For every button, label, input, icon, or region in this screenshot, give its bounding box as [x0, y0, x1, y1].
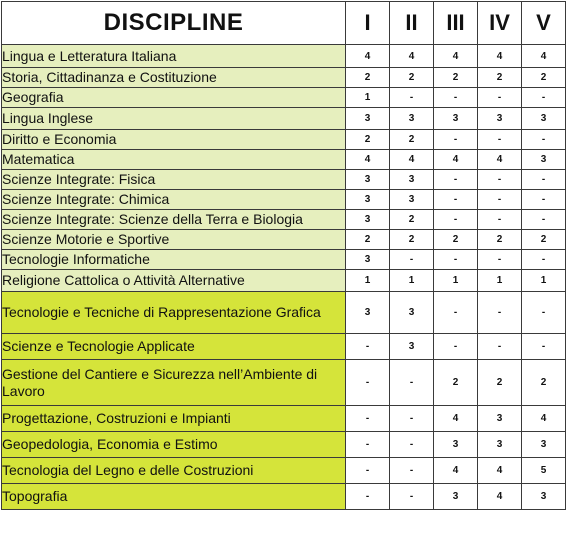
hours-year-4: - — [478, 170, 522, 190]
discipline-name: Scienze Motorie e Sportive — [2, 230, 346, 250]
hours-year-1: - — [346, 406, 390, 432]
hours-year-3: - — [434, 88, 478, 108]
discipline-name: Diritto e Economia — [2, 130, 346, 150]
discipline-name: Lingua Inglese — [2, 108, 346, 130]
hours-year-1: 3 — [346, 190, 390, 210]
table-row — [2, 250, 566, 270]
hours-year-4: - — [478, 190, 522, 210]
table-row — [2, 360, 566, 406]
table-row — [2, 270, 566, 292]
hours-year-5: 3 — [522, 432, 566, 458]
table-row — [2, 68, 566, 88]
table-row — [2, 406, 566, 432]
hours-year-2: - — [390, 458, 434, 484]
hours-year-4: 4 — [478, 150, 522, 170]
table-row — [2, 170, 566, 190]
hours-year-5: - — [522, 292, 566, 334]
hours-year-3: 2 — [434, 68, 478, 88]
hours-year-1: - — [346, 360, 390, 406]
hours-year-2: 2 — [390, 230, 434, 250]
table-body — [2, 45, 566, 510]
table-row — [2, 432, 566, 458]
hours-year-3: 2 — [434, 230, 478, 250]
hours-year-5: 3 — [522, 108, 566, 130]
discipline-name: Scienze Integrate: Fisica — [2, 170, 346, 190]
hours-year-1: 1 — [346, 270, 390, 292]
hours-year-3: - — [434, 250, 478, 270]
hours-year-2: 2 — [390, 130, 434, 150]
hours-year-2: - — [390, 360, 434, 406]
discipline-name: Lingua e Letteratura Italiana — [2, 45, 346, 68]
hours-year-4: 1 — [478, 270, 522, 292]
table-row — [2, 190, 566, 210]
hours-year-5: 2 — [522, 68, 566, 88]
year-header-5: V — [522, 2, 566, 45]
hours-year-3: - — [434, 130, 478, 150]
hours-year-5: - — [522, 130, 566, 150]
hours-year-1: 2 — [346, 130, 390, 150]
table-row — [2, 484, 566, 510]
hours-year-3: 1 — [434, 270, 478, 292]
hours-year-4: - — [478, 334, 522, 360]
hours-year-1: 3 — [346, 250, 390, 270]
hours-year-3: - — [434, 170, 478, 190]
hours-year-2: - — [390, 250, 434, 270]
hours-year-1: 4 — [346, 150, 390, 170]
discipline-name: Religione Cattolica o Attività Alternative — [2, 270, 346, 292]
hours-year-2: 3 — [390, 108, 434, 130]
year-header-2: II — [390, 2, 434, 45]
hours-year-5: 3 — [522, 150, 566, 170]
hours-year-2: 3 — [390, 334, 434, 360]
hours-year-3: - — [434, 210, 478, 230]
discipline-name: Topografia — [2, 484, 346, 510]
hours-year-2: 3 — [390, 170, 434, 190]
hours-year-3: 4 — [434, 150, 478, 170]
table-row — [2, 230, 566, 250]
table-row — [2, 130, 566, 150]
hours-year-3: 3 — [434, 108, 478, 130]
hours-year-2: 4 — [390, 150, 434, 170]
discipline-name: Geopedologia, Economia e Estimo — [2, 432, 346, 458]
hours-year-2: - — [390, 88, 434, 108]
hours-year-1: - — [346, 458, 390, 484]
hours-year-3: - — [434, 190, 478, 210]
table-row — [2, 45, 566, 68]
subjects-hours-table — [1, 1, 566, 510]
hours-year-3: - — [434, 292, 478, 334]
hours-year-2: - — [390, 484, 434, 510]
hours-year-3: 4 — [434, 458, 478, 484]
hours-year-1: 3 — [346, 170, 390, 190]
hours-year-3: 4 — [434, 406, 478, 432]
discipline-name: Storia, Cittadinanza e Costituzione — [2, 68, 346, 88]
discipline-name: Gestione del Cantiere e Sicurezza nell’Ambiente di Lavoro — [2, 360, 346, 406]
year-header-3: III — [434, 2, 478, 45]
hours-year-5: 4 — [522, 45, 566, 68]
hours-year-5: - — [522, 190, 566, 210]
hours-year-1: 3 — [346, 292, 390, 334]
table-row — [2, 88, 566, 108]
hours-year-5: 1 — [522, 270, 566, 292]
hours-year-2: 3 — [390, 190, 434, 210]
discipline-name: Matematica — [2, 150, 346, 170]
hours-year-2: 2 — [390, 210, 434, 230]
hours-year-2: 3 — [390, 292, 434, 334]
hours-year-5: 2 — [522, 360, 566, 406]
hours-year-4: 4 — [478, 45, 522, 68]
hours-year-1: 2 — [346, 68, 390, 88]
hours-year-5: - — [522, 88, 566, 108]
hours-year-4: 3 — [478, 406, 522, 432]
hours-year-4: - — [478, 130, 522, 150]
table-row — [2, 292, 566, 334]
hours-year-4: - — [478, 210, 522, 230]
hours-year-4: - — [478, 88, 522, 108]
hours-year-4: - — [478, 292, 522, 334]
discipline-header: DISCIPLINE — [2, 2, 346, 45]
discipline-name: Tecnologie Informatiche — [2, 250, 346, 270]
discipline-name: Tecnologia del Legno e delle Costruzioni — [2, 458, 346, 484]
hours-year-4: 2 — [478, 230, 522, 250]
year-header-1: I — [346, 2, 390, 45]
hours-year-5: 5 — [522, 458, 566, 484]
hours-year-3: 4 — [434, 45, 478, 68]
table-row — [2, 458, 566, 484]
discipline-name: Geografia — [2, 88, 346, 108]
header-row — [2, 2, 566, 45]
hours-year-5: 4 — [522, 406, 566, 432]
hours-year-4: 4 — [478, 458, 522, 484]
hours-year-2: 4 — [390, 45, 434, 68]
discipline-name: Scienze Integrate: Scienze della Terra e Biologia — [2, 210, 346, 230]
table-row — [2, 334, 566, 360]
hours-year-4: - — [478, 250, 522, 270]
hours-year-5: - — [522, 210, 566, 230]
hours-year-3: 3 — [434, 432, 478, 458]
hours-year-2: - — [390, 406, 434, 432]
hours-year-5: - — [522, 334, 566, 360]
hours-year-1: - — [346, 484, 390, 510]
hours-year-1: 4 — [346, 45, 390, 68]
hours-year-1: - — [346, 432, 390, 458]
hours-year-2: 2 — [390, 68, 434, 88]
table-row — [2, 210, 566, 230]
hours-year-3: 3 — [434, 484, 478, 510]
hours-year-1: - — [346, 334, 390, 360]
hours-year-2: 1 — [390, 270, 434, 292]
hours-year-1: 3 — [346, 108, 390, 130]
hours-year-3: 2 — [434, 360, 478, 406]
hours-year-1: 3 — [346, 210, 390, 230]
hours-year-4: 4 — [478, 484, 522, 510]
hours-year-5: 2 — [522, 230, 566, 250]
hours-year-2: - — [390, 432, 434, 458]
hours-year-5: - — [522, 250, 566, 270]
year-header-4: IV — [478, 2, 522, 45]
hours-year-1: 2 — [346, 230, 390, 250]
discipline-name: Progettazione, Costruzioni e Impianti — [2, 406, 346, 432]
discipline-name: Tecnologie e Tecniche di Rappresentazione Grafica — [2, 292, 346, 334]
table-row — [2, 108, 566, 130]
table-row — [2, 150, 566, 170]
hours-year-5: 3 — [522, 484, 566, 510]
hours-year-1: 1 — [346, 88, 390, 108]
hours-year-4: 3 — [478, 432, 522, 458]
hours-year-4: 2 — [478, 68, 522, 88]
discipline-name: Scienze e Tecnologie Applicate — [2, 334, 346, 360]
hours-year-4: 3 — [478, 108, 522, 130]
hours-year-4: 2 — [478, 360, 522, 406]
hours-year-3: - — [434, 334, 478, 360]
hours-year-5: - — [522, 170, 566, 190]
discipline-name: Scienze Integrate: Chimica — [2, 190, 346, 210]
